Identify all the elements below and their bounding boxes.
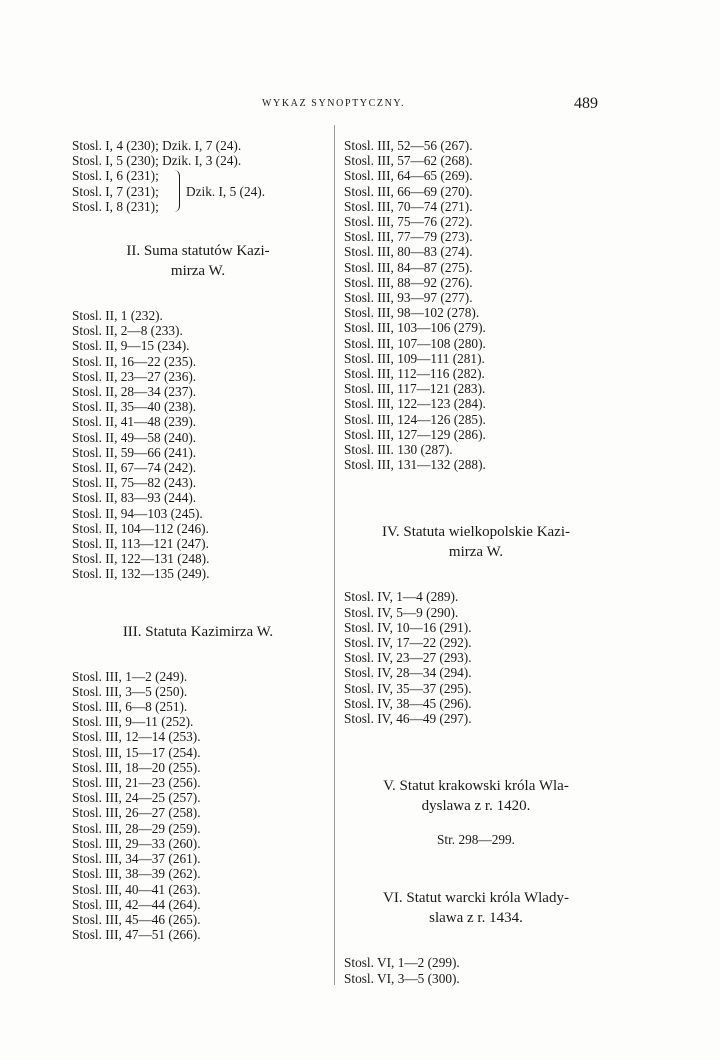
- concordance-line: Stosl. III, 112—116 (282).: [344, 366, 485, 382]
- concordance-line: Stosl. III, 117—121 (283).: [344, 381, 486, 397]
- concordance-line: Stosl. III, 107—108 (280).: [344, 335, 486, 351]
- page-number: 489: [574, 95, 598, 112]
- section-heading-2: [72, 241, 324, 281]
- concordance-line: Stosl. II, 23—27 (236).: [72, 368, 197, 384]
- concordance-line: Stosl. III, 88—92 (276).: [344, 274, 473, 290]
- concordance-line: Stosl. II, 1 (232).: [72, 308, 163, 323]
- concordance-line: Stosl. III, 75—76 (272).: [344, 214, 473, 230]
- concordance-line: Stosl. II, 28—34 (237).: [72, 384, 197, 400]
- concordance-line: Stosl. III, 28—29 (259).: [72, 820, 201, 836]
- concordance-line: Stosl. III, 42—44 (264).: [72, 896, 201, 912]
- page-reference: Str. 298—299.: [437, 832, 515, 848]
- concordance-line: Stosl. II, 94—103 (245).: [72, 505, 203, 521]
- concordance-line: Stosl. IV, 17—22 (292).: [344, 635, 472, 651]
- concordance-line: Stosl. III, 122—123 (284).: [344, 396, 486, 412]
- section-3-continued-list: [344, 138, 608, 472]
- concordance-line: Stosl. III, 12—14 (253).: [72, 729, 201, 745]
- concordance-line: Stosl. II, 122—131 (248).: [72, 551, 210, 567]
- concordance-line: Stosl. III, 15—17 (254).: [72, 744, 201, 760]
- section-2-list: [72, 308, 324, 582]
- concordance-line: Stosl. III, 77—79 (273).: [344, 229, 473, 245]
- concordance-line: Stosl. II, 9—15 (234).: [72, 338, 190, 354]
- concordance-line: Stosl. III, 47—51 (266).: [72, 927, 201, 943]
- concordance-line: Stosl. III, 103—106 (279).: [344, 320, 486, 336]
- right-column: [344, 138, 608, 986]
- concordance-line: Stosl. III, 38—39 (262).: [72, 866, 201, 882]
- page-header: [0, 95, 720, 114]
- running-head: WYKAZ SYNOPTYCZNY.: [262, 98, 406, 109]
- concordance-line: Stosl. III, 40—41 (263).: [72, 881, 201, 897]
- heading-line: IV. Statuta wielkopolskie Kazi-: [381, 524, 571, 541]
- concordance-line: Stosl. III, 34—37 (261).: [72, 851, 201, 867]
- concordance-line: Stosl. III, 18—20 (255).: [72, 759, 201, 775]
- concordance-line: Stosl. III, 131—132 (288).: [344, 457, 486, 473]
- section-heading-3: III. Statuta Kazimirza W.: [122, 623, 274, 640]
- concordance-line: Stosl. III, 9—11 (252).: [72, 714, 194, 730]
- concordance-line: Stosl. III, 98—102 (278).: [344, 305, 480, 321]
- concordance-line: Stosl. III, 109—111 (281).: [344, 350, 485, 366]
- concordance-line: Stosl. III, 80—83 (274).: [344, 244, 473, 260]
- concordance-line: Stosl. III, 66—69 (270).: [344, 183, 473, 199]
- heading-line: dyslawa z r. 1420.: [421, 798, 531, 815]
- section-4-list: [344, 589, 608, 726]
- concordance-line: Stosl. III, 26—27 (258).: [72, 805, 201, 821]
- concordance-line: Stosl. IV, 35—37 (295).: [344, 680, 472, 696]
- concordance-line: Stosl. IV, 10—16 (291).: [344, 619, 472, 635]
- concordance-line: Stosl. VI, 3—5 (300).: [344, 970, 460, 986]
- concordance-line: Stosl. III, 52—56 (267).: [344, 138, 473, 153]
- concordance-line: Stosl. II, 16—22 (235).: [72, 353, 197, 369]
- concordance-line: Stosl. III, 6—8 (251).: [72, 699, 188, 715]
- concordance-line: Stosl. II, 2—8 (233).: [72, 323, 183, 339]
- concordance-line: Stosl. VI, 1—2 (299).: [344, 955, 460, 971]
- concordance-line: Stosl. III, 124—126 (285).: [344, 411, 486, 427]
- concordance-line: Stosl. III, 24—25 (257).: [72, 790, 201, 806]
- concordance-line: Stosl. III, 93—97 (277).: [344, 290, 473, 306]
- concordance-line: Stosl. IV, 28—34 (294).: [344, 665, 472, 681]
- concordance-line: Stosl. III, 57—62 (268).: [344, 153, 473, 169]
- brace: [174, 170, 180, 212]
- concordance-line: Stosl. II, 104—112 (246).: [72, 520, 209, 536]
- concordance-line: Stosl. III, 127—129 (286).: [344, 426, 486, 442]
- concordance-line: Stosl. II, 49—58 (240).: [72, 429, 197, 445]
- concordance-line: Stosl. III, 29—33 (260).: [72, 835, 201, 851]
- concordance-line: Stosl. III, 3—5 (250).: [72, 683, 188, 699]
- heading-line: VI. Statut warcki króla Wlady-: [383, 890, 569, 907]
- brace-note: Dzik. I, 5 (24).: [186, 183, 266, 199]
- concordance-line: Stosl. II, 67—74 (242).: [72, 460, 197, 476]
- concordance-line: Stosl. IV, 38—45 (296).: [344, 695, 472, 711]
- concordance-line: Stosl. III, 64—65 (269).: [344, 168, 473, 184]
- heading-line: mirza W.: [448, 544, 504, 561]
- concordance-line: Stosl. IV, 46—49 (297).: [344, 711, 472, 727]
- heading-line: slawa z r. 1434.: [429, 910, 523, 927]
- concordance-line: Stosl. II, 75—82 (243).: [72, 475, 197, 491]
- section-3-list: [72, 669, 324, 943]
- concordance-line: Stosl. I, 5 (230); Dzik. I, 3 (24).: [72, 153, 242, 169]
- column-divider: [334, 125, 335, 985]
- concordance-line: Stosl. II, 41—48 (239).: [72, 414, 197, 430]
- heading-line: II. Suma statutów Kazi-: [126, 243, 270, 259]
- concordance-line: Stosl. III. 130 (287).: [344, 442, 453, 458]
- concordance-line: Stosl. III, 84—87 (275).: [344, 259, 473, 275]
- section-heading-6: [344, 888, 608, 928]
- concordance-line: Stosl. II, 59—66 (241).: [72, 444, 197, 460]
- concordance-line: Stosl. II, 113—121 (247).: [72, 536, 209, 552]
- concordance-line: Stosl. I, 6 (231);: [72, 168, 159, 184]
- concordance-line: Stosl. IV, 23—27 (293).: [344, 650, 472, 666]
- concordance-line: Stosl. IV, 5—9 (290).: [344, 604, 459, 620]
- concordance-line: Stosl. II, 35—40 (238).: [72, 399, 197, 415]
- section-heading-4: [344, 522, 608, 562]
- concordance-line: Stosl. II, 132—135 (249).: [72, 566, 210, 582]
- heading-line: V. Statut krakowski króla Wla-: [383, 778, 569, 795]
- concordance-line: Stosl. I, 4 (230); Dzik. I, 7 (24).: [72, 138, 242, 153]
- concordance-line: Stosl. I, 7 (231);: [72, 183, 159, 199]
- concordance-line: Stosl. III, 70—74 (271).: [344, 198, 473, 214]
- braced-group: [72, 168, 324, 214]
- concordance-line: Stosl. III, 21—23 (256).: [72, 775, 201, 791]
- concordance-line: Stosl. II, 83—93 (244).: [72, 490, 197, 506]
- section-6-list: [344, 955, 608, 985]
- section-heading-5: [344, 776, 608, 816]
- concordance-line: Stosl. III, 1—2 (249).: [72, 668, 188, 684]
- concordance-line: Stosl. IV, 1—4 (289).: [344, 589, 459, 605]
- concordance-line: Stosl. I, 8 (231);: [72, 198, 159, 214]
- concordance-line: Stosl. III, 45—46 (265).: [72, 911, 201, 927]
- heading-line: mirza W.: [170, 263, 226, 279]
- left-column: [72, 138, 324, 942]
